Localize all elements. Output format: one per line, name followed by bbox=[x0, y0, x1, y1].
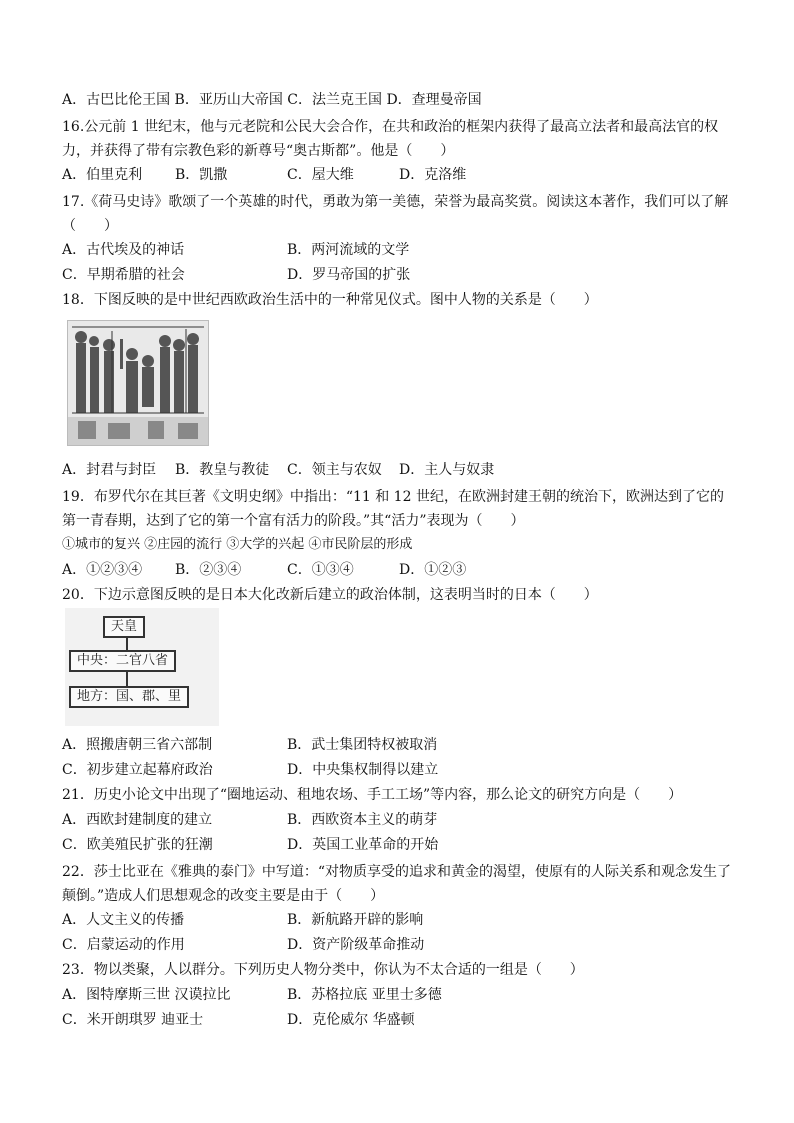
q22-stem: 22．莎士比亚在《雅典的泰门》中写道：“对物质享受的追求和黄金的渴望，使原有的人际关系和观念发生了颠倒。”造成人们思想观念的改变主要是由于（ ） bbox=[62, 864, 731, 904]
q21-stem: 21．历史小论文中出现了“圈地运动、租地农场、手工工场”等内容，那么论文的研究方向是（ ） bbox=[62, 787, 683, 803]
q16-stem: 16.公元前 1 世纪末，他与元老院和公民大会合作，在共和政治的框架内获得了最高立法者和最高法官的权力，并获得了带有宗教色彩的新尊号“奥古斯都”。他是（ ） bbox=[62, 119, 719, 159]
diagram-box-central: 中央：二官八省 bbox=[69, 650, 176, 672]
q22-option-b: B．新航路开辟的影响 bbox=[287, 912, 424, 928]
q16-option-c: C．屋大维 bbox=[287, 167, 354, 183]
q18-option-d: D．主人与奴隶 bbox=[399, 462, 495, 478]
diagram-box-emperor: 天皇 bbox=[103, 616, 145, 638]
q22-option-d: D．资产阶级革命推动 bbox=[287, 937, 425, 953]
q16-option-a: A．伯里克利 bbox=[62, 167, 143, 183]
q19-items: ①城市的复兴 ②庄园的流行 ③大学的兴起 ④市民阶层的形成 bbox=[62, 537, 413, 552]
q19-option-c: C．①③④ bbox=[287, 562, 354, 578]
q17-stem: 17.《荷马史诗》歌颂了一个英雄的时代，勇敢为第一美德，荣誉为最高奖赏。阅读这本著作，我们可以了解（ ） bbox=[62, 194, 729, 234]
q22-option-c: C．启蒙运动的作用 bbox=[62, 937, 185, 953]
q21-option-c: C．欧美殖民扩张的狂潮 bbox=[62, 837, 213, 853]
q17-option-c: C．早期希腊的社会 bbox=[62, 267, 185, 283]
q23-option-b: B．苏格拉底 亚里士多德 bbox=[287, 987, 442, 1003]
diagram-connector bbox=[126, 638, 128, 650]
q16-option-d: D．克洛维 bbox=[399, 167, 467, 183]
q20-option-d: D．中央集权制得以建立 bbox=[287, 762, 439, 778]
diagram-connector bbox=[126, 672, 128, 686]
q23-option-c: C．米开朗琪罗 迪亚士 bbox=[62, 1012, 204, 1028]
q20-option-b: B．武士集团特权被取消 bbox=[287, 737, 438, 753]
q16-option-b: B．凯撒 bbox=[175, 167, 228, 183]
taika-reform-diagram bbox=[65, 608, 219, 726]
diagram-box-local: 地方：国、郡、里 bbox=[69, 686, 189, 708]
q17-option-a: A．古代埃及的神话 bbox=[62, 242, 185, 258]
q23-stem: 23．物以类聚，人以群分。下列历史人物分类中，你认为不太合适的一组是（ ） bbox=[62, 962, 584, 978]
q21-option-b: B．西欧资本主义的萌芽 bbox=[287, 812, 438, 828]
q20-stem: 20．下边示意图反映的是日本大化改新后建立的政治体制，这表明当时的日本（ ） bbox=[62, 587, 598, 603]
q19-option-b: B．②③④ bbox=[175, 562, 242, 578]
q19-stem: 19．布罗代尔在其巨著《文明史纲》中指出：“11 和 12 世纪，在欧洲封建王朝的统治下，欧洲达到了它的第一青春期，达到了它的第一个富有活力的阶段。”其“活力”表现为（ ） bbox=[62, 489, 724, 529]
q18-stem: 18．下图反映的是中世纪西欧政治生活中的一种常见仪式。图中人物的关系是（ ） bbox=[62, 292, 598, 308]
q18-option-b: B．教皇与教徒 bbox=[175, 462, 270, 478]
q21-option-d: D．英国工业革命的开始 bbox=[287, 837, 439, 853]
q18-option-c: C．领主与农奴 bbox=[287, 462, 382, 478]
q20-option-c: C．初步建立起幕府政治 bbox=[62, 762, 213, 778]
q19-option-a: A．①②③④ bbox=[62, 562, 143, 578]
homage-ceremony-image bbox=[67, 320, 209, 446]
q21-option-a: A．西欧封建制度的建立 bbox=[62, 812, 213, 828]
q19-option-d: D．①②③ bbox=[399, 562, 467, 578]
q17-option-b: B．两河流域的文学 bbox=[287, 242, 410, 258]
q17-option-d: D．罗马帝国的扩张 bbox=[287, 267, 411, 283]
q23-option-d: D．克伦威尔 华盛顿 bbox=[287, 1012, 415, 1028]
q22-option-a: A．人文主义的传播 bbox=[62, 912, 185, 928]
q20-option-a: A．照搬唐朝三省六部制 bbox=[62, 737, 213, 753]
q18-option-a: A．封君与封臣 bbox=[62, 462, 157, 478]
q23-option-a: A．图特摩斯三世 汉谟拉比 bbox=[62, 987, 231, 1003]
q15-options: A．古巴比伦王国 B．亚历山大帝国 C．法兰克王国 D．查理曼帝国 bbox=[62, 92, 482, 108]
